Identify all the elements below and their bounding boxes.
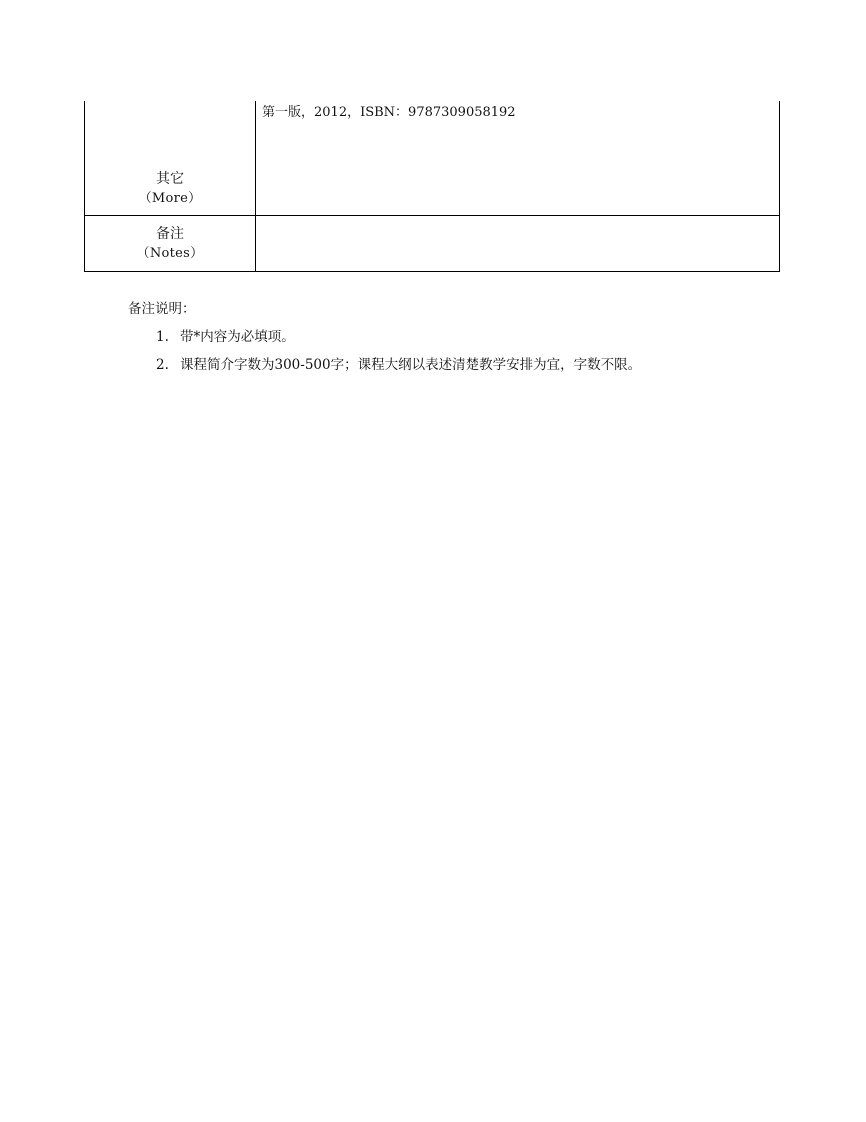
- notes-explanation-title: 备注说明：: [128, 301, 196, 317]
- list-item: [128, 351, 788, 379]
- more-content-text: 第一版，2012，ISBN：9787309058192: [262, 105, 516, 120]
- notes-label-zh: 备注: [156, 226, 184, 242]
- list-item-number: 2.: [156, 357, 169, 373]
- list-item-number: 1.: [156, 329, 169, 345]
- notes-explanation-list: [128, 323, 788, 379]
- course-info-table: [84, 101, 780, 272]
- more-content-cell: [256, 101, 780, 216]
- more-label-en: （More）: [138, 191, 202, 206]
- table-row-notes: [85, 216, 780, 272]
- list-item-text: 课程简介字数为300-500字；课程大纲以表述清楚教学安排为宜，字数不限。: [180, 357, 642, 373]
- notes-explanation: [128, 295, 788, 379]
- more-label-cell: [85, 101, 256, 216]
- notes-label-en: （Notes）: [136, 246, 204, 261]
- notes-content-cell: [256, 216, 780, 272]
- notes-label-cell: [85, 216, 256, 272]
- list-item: [128, 323, 788, 351]
- list-item-text: 带*内容为必填项。: [180, 329, 295, 345]
- table-row-more: [85, 101, 780, 216]
- more-label-zh: 其它: [156, 171, 184, 187]
